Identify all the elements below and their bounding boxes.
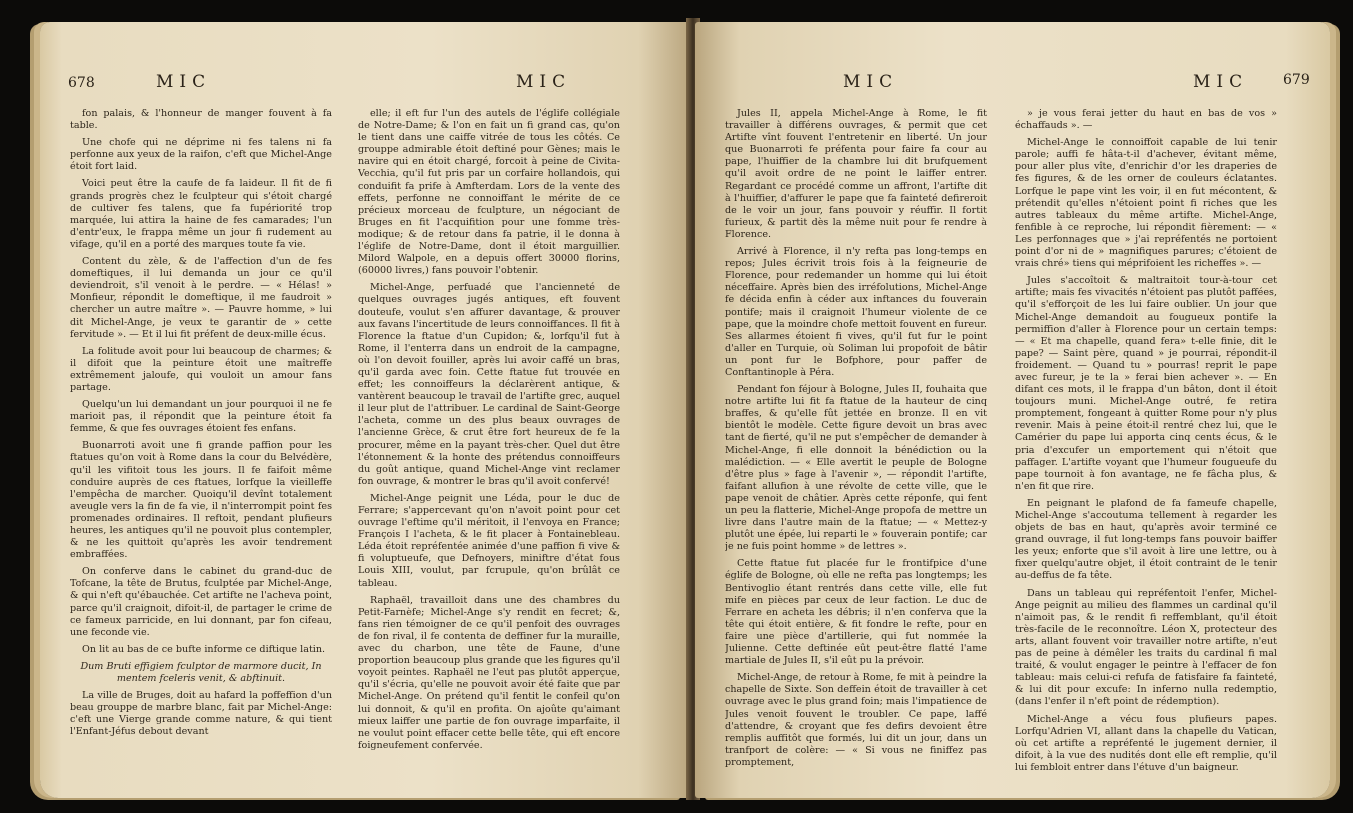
paragraph: Pendant fon féjour à Bologne, Jules II, fouhaita que notre artifte lui fit fa ftatue de la hauteur de cinq braffes, & qu'elle fût jettée en bronze. Il en vit bientôt le modèle. Cette figure devoit un bras avec tant de fierté, qu'il ne put s'empêcher de demander à Michel-Ange, fi elle donnoit la bénédiction ou la malédiction. — « Elle avertit le peuple de Bologne d'être plus » fage à l'avenir », — répondit l'artifte, faifant allufion à une révolte de cette ville, que le pape venoit de châtier. Après cette réponfe, qui fent un peu la flatterie, Michel-Ange propofa de mettre un livre dans l'autre main de la ftatue; — « Mettez-y plutôt une épée, lui reparti le » fouverain pontife; car je ne fuis point homme » de lettres ».	[725, 384, 987, 553]
paragraph: Cette ftatue fut placée fur le frontifpice d'une églife de Bologne, où elle ne refta pas longtemps; les Bentivoglio étant rentrés dans cette ville, elle fut mife en pièces par ceux de leur faction. Le duc de Ferrare en acheta les débris; il n'en conferva que la tête qui étoit entière, & fit fondre le refte, pour en faire une pièce d'artillerie, qui fut nommée la Julienne. Cette deftinée eût peut-être flatté l'ame martiale de Jules II, s'il eût pu la prévoir.	[725, 558, 987, 667]
left-page-header	[68, 72, 668, 98]
left-page-column-1	[70, 108, 332, 798]
paragraph: Voici peut être la caufe de fa laideur. Il fit de fi grands progrès chez le fculpteur qui s'étoit chargé de cultiver fes talens, que fa fupériorité trop marquée, lui attira la haine de fes camarades; l'un d'entr'eux, le frappa même un jour fi rudement au vifage, qu'il en a porté des marques toute fa vie.	[70, 178, 332, 250]
paragraph: La ville de Bruges, doit au hafard la poffeffion d'un beau grouppe de marbre blanc, fait par Michel-Ange: c'eft une Vierge grande comme nature, & qui tient l'Enfant-Jéfus debout devant	[70, 690, 332, 738]
paragraph: Jules s'accoîtoit & maltraitoit tour-à-tour cet artifte; mais fes vivacités n'étoient pas plutôt paffées, qu'il s'efforçoit de les lui faire oublier. Un jour que Michel-Ange demandoit au fougueux pontife la permiffion d'aller à Florence pour un certain temps: — « Et ma chapelle, quand fera» t-elle finie, dit le pape? — Saint père, quand » je pourrai, répondit-il froidement. — Quand tu » pourras! reprit le pape avec fureur, je te la » ferai bien achever ». — En difant ces mots, il le frappa d'un bâton, dont il étoit toujours muni. Michel-Ange outré, fe retira promptement, fongeant à quitter Rome pour n'y plus revenir. Mais à peine étoit-il rentré chez lui, que le Camérier du pape lui apporta cinq cents écus, & le pria d'excufer un emportement qui n'étoit que paffager. L'artifte voyant que l'humeur fougueufe du pape tournoit à fon avantage, ne fe fâcha plus, & n'en fit que rire.	[1015, 275, 1277, 492]
page-number: 679	[1283, 72, 1310, 88]
paragraph: Buonarroti avoit une fi grande paffion pour les ftatues qu'on voit à Rome dans la cour du Belvédère, qu'il les vifitoit tous les jours. Il fe faifoit même conduire auprès de ces ftatues, lorfque la vieilleffe l'empêcha de marcher. Quoiqu'il devînt totalement aveugle vers la fin de fa vie, il n'interrompit point fes promenades ordinaires. Il reftoit, pendant plufieurs heures, les antiques qu'il ne pouvoit plus contempler, & ne les quittoit qu'après les avoir tendrement embraffées.	[70, 440, 332, 561]
running-head-left: MIC	[156, 72, 212, 92]
paragraph: En peignant le plafond de fa fameufe chapelle, Michel-Ange s'accoutuma tellement à regarder les objets de bas en haut, qu'après avoir terminé ce grand ouvrage, il fut long-temps fans pouvoir baiffer les yeux; enforte que s'il avoit à lire une lettre, ou à fixer quelqu'autre objet, il étoit contraint de le tenir au-deffus de fa tête.	[1015, 497, 1277, 582]
paragraph: Dum Bruti effigiem fculptor de marmore ducit, In mentem fceleris venit, & abftinuit.	[80, 660, 322, 685]
right-page-header	[723, 72, 1313, 98]
left-page	[40, 22, 690, 798]
paragraph: On lit au bas de ce bufte informe ce diftique latin.	[82, 643, 326, 655]
paragraph: Raphaël, travailloit dans une des chambres du Petit-Farnèfe; Michel-Ange s'y rendit en fecret; &, fans rien témoigner de ce qu'il penfoit des ouvrages de fon rival, il fe contenta de deffiner fur la muraille, avec du charbon, une tête de Faune, d'une proportion beaucoup plus grande que les figures qu'il voyoit peintes. Raphaël ne l'eut pas plutôt apperçue, qu'il s'écria, qu'elle ne pouvoit avoir été faite que par Michel-Ange. On prétend qu'il fentit le confeil qu'on lui donnoit, & qu'il en profita. On ajoûte qu'aimant mieux laiffer une partie de fon ouvrage imparfaite, il ne voulut point effacer cette belle tête, qui eft encore foigneufement confervée.	[358, 594, 620, 751]
running-head-right: MIC	[1193, 72, 1249, 92]
right-page-column-2	[1015, 108, 1277, 798]
paragraph: Une chofe qui ne déprime ni fes talens ni fa perfonne aux yeux de la raifon, c'eft que Michel-Ange étoit fort laid.	[70, 137, 332, 173]
right-page-column-1	[725, 108, 987, 798]
running-head-right: MIC	[516, 72, 572, 92]
paragraph: Quelqu'un lui demandant un jour pourquoi il ne fe marioit pas, il répondit que la peinture étoit fa femme, & que fes ouvrages étoient fes enfans.	[70, 399, 332, 435]
paragraph: Michel-Ange peignit une Léda, pour le duc de Ferrare; s'appercevant qu'on n'avoit point pour cet ouvrage l'eftime qu'il méritoit, il l'envoya en France; François I l'acheta, & le fit placer à Fontainebleau. Léda étoit repréfentée animée d'une paffion fi vive & fi voluptueufe, que Defnoyers, miniftre d'état fous Louis XIII, voulut, par fcrupule, qu'on brûlât ce tableau.	[358, 492, 620, 589]
page-number: 678	[68, 75, 95, 91]
right-page	[695, 22, 1330, 798]
paragraph: Michel-Ange a vécu fous plufieurs papes. Lorfqu'Adrien VI, allant dans la chapelle du Vatican, où cet artifte a repréfenté le jugement dernier, il difoit, à la vue des nudités dont elle eft remplie, qu'il lui fembloit entrer dans l'étuve d'un baigneur.	[1015, 713, 1277, 773]
paragraph: La folitude avoit pour lui beaucoup de charmes; & il difoit que la peinture étoit une maîtreffe extrêmement jaloufe, qui vouloit un amour fans partage.	[70, 345, 332, 393]
running-head-left: MIC	[843, 72, 899, 92]
paragraph: Arrivé à Florence, il n'y refta pas long-temps en repos; Jules écrivit trois fois à la feigneurie de Florence, pour redemander un homme qui lui étoit néceffaire. Après bien des irréfolutions, Michel-Ange fe décida enfin à céder aux inftances du fouverain pontife; mais il craignoit l'humeur violente de ce pape, que la moindre chofe mettoit fouvent en fureur. Ses allarmes étoient fi vives, qu'il fut fur le point d'aller en Turquie, où Soliman lui propofoit de bâtir un pont fur le Bofphore, pour paffer de Conftantinople à Péra.	[725, 246, 987, 378]
left-page-column-2	[358, 108, 620, 798]
paragraph: Michel-Ange le connoiffoit capable de lui tenir parole; auffi fe hâta-t-il d'achever, évitant même, pour aller plus vîte, d'enrichir d'or les draperies de fes figures, & de les orner de couleurs éclatantes. Lorfque le pape vint les voir, il en fut mécontent, & prétendit qu'elles n'étoient point fi riches que les autres tableaux du même artifte. Michel-Ange, fenfible à ce reproche, lui répondit fièrement: — « Les perfonnages que » j'ai repréfentés ne portoient point d'or ni de » magnifiques parures; c'étoient de vrais chré» tiens qui méprifoient les richeffes ». —	[1015, 137, 1277, 270]
paragraph: On conferve dans le cabinet du grand-duc de Tofcane, la tête de Brutus, fculptée par Michel-Ange, & qui n'eft qu'ébauchée. Cet artifte ne l'acheva point, parce qu'il craignoit, difoit-il, de partager le crime de ce fameux parricide, en lui donnant, par fon cifeau, une feconde vie.	[70, 566, 332, 638]
paragraph: fon palais, & l'honneur de manger fouvent à fa table.	[70, 108, 332, 132]
paragraph: Jules II, appela Michel-Ange à Rome, le fit travailler à différens ouvrages, & permit que cet Artifte vînt fouvent l'entretenir en liberté. Un jour que Buonarroti fe préfenta pour faire fa cour au pape, l'huiffier de la chambre lui dit brufquement qu'il avoit ordre de ne point le laiffer entrer. Regardant ce procédé comme un affront, l'artifte dit à l'huiffier, d'affurer le pape que fa fainteté defireroit de le voir un jour, fans pouvoir y réuffir. Il fortit furieux, & partit dès la même nuit pour fe rendre à Florence.	[725, 108, 987, 240]
paragraph: » je vous ferai jetter du haut en bas de vos » échaffauds ». —	[1015, 108, 1277, 132]
paragraph: elle; il eft fur l'un des autels de l'églife collégiale de Notre-Dame; & l'on en fait un fi grand cas, qu'on le tient dans une caiffe vitrée de tous les côtés. Ce grouppe admirable étoit deftiné pour Gènes; mais le navire qui en étoit chargé, forcoit à peine de Civita-Vecchia, qu'il fut pris par un corfaire hollandois, qui conduifit fa prife à Amfterdam. Lors de la vente des effets, perfonne ne connoiffant le mérite de ce précieux morceau de fculpture, un négociant de Bruges en fit l'acquifition pour une fomme très-modique; & de retour dans fa patrie, il le donna à l'églife de Notre-Dame, dont il étoit marguillier. Milord Walpole, en a depuis offert 30000 florins, (60000 livres,) fans pouvoir l'obtenir.	[358, 108, 620, 277]
paragraph: Dans un tableau qui repréfentoit l'enfer, Michel-Ange peignit au milieu des flammes un cardinal qu'il n'aimoit pas, & le rendit fi reffemblant, qu'il étoit très-facile de le reconnoître. Léon X, protecteur des arts, allant fouvent voir travailler notre artifte, n'eut pas de peine à démêler les traits du cardinal fi mal traité, & voulut engager le peintre à l'effacer de fon tableau: mais celui-ci refufa de fatisfaire fa fainteté, & lui dit pour excufe: In inferno nulla redemptio, (dans l'enfer il n'eft point de rédemption).	[1015, 587, 1277, 708]
paragraph: Michel-Ange, de retour à Rome, fe mit à peindre la chapelle de Sixte. Son deffein étoit de travailler à cet ouvrage avec le plus grand foin; mais l'impatience de Jules venoit fouvent le troubler. Ce pape, laffé d'attendre, & croyant que fes defirs devoient être remplis auffitôt que formés, lui dit un jour, dans un tranfport de colère: — « Si vous ne finiffez pas promptement,	[725, 672, 987, 768]
paragraph: Content du zèle, & de l'affection d'un de fes domeftiques, il lui demanda un jour ce qu'il deviendroit, s'il venoit à le perdre. — « Hélas! » Monfieur, répondit le domeftique, il me faudroit » chercher un autre maître ». — Pauvre homme, » lui dit Michel-Ange, je veux te garantir de » cette fervitude ». — Et il lui fit préfent de deux-mille écus.	[70, 256, 332, 340]
paragraph: Michel-Ange, perfuadé que l'ancienneté de quelques ouvrages jugés antiques, eft fouvent douteufe, voulut s'en affurer davantage, & prouver aux favans l'incertitude de leurs connoiffances. Il fit à Florence la ftatue d'un Cupidon; &, lorfqu'il fut à Rome, il l'enterra dans un endroit de la campagne, où l'on devoit fouiller, après lui avoir caffé un bras, qu'il garda avec foin. Cette ftatue fut trouvée en effet; les connoiffeurs la déclarèrent antique, & vantèrent beaucoup le travail de l'artifte grec, auquel il leur plut de l'attribuer. Le cardinal de Saint-George l'acheta, comme un des plus beaux ouvrages de l'ancienne Grèce, & crut être fort heureux de fe la procurer, même en la payant très-cher. Quel dut être l'étonnement & la honte des prétendus connoiffeurs du goût antique, quand Michel-Ange vint reclamer fon ouvrage, & montrer le bras qu'il avoit confervé!	[358, 282, 620, 487]
